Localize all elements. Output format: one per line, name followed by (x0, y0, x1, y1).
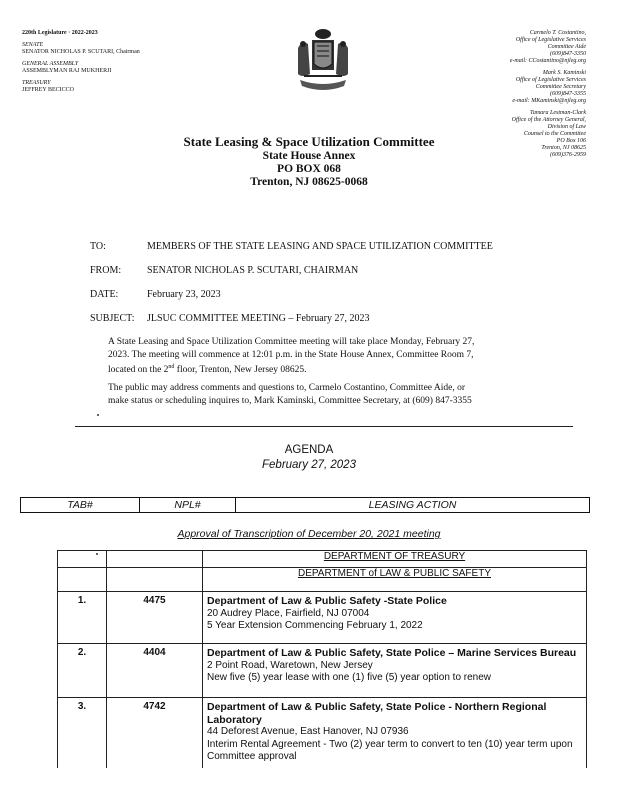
memo-to-label: TO: (90, 241, 106, 252)
agenda-heading: AGENDA (284, 444, 334, 456)
committee-secretary-contact (436, 70, 586, 105)
assembly-label: GENERAL ASSEMBLY (22, 61, 79, 67)
aide-title: Committee Aide (547, 44, 586, 50)
notice-line: A State Leasing and Space Utilization Committee meeting will take place Monday, February 27, (108, 337, 475, 347)
committee-title-block (0, 134, 618, 189)
item-detail: 5 Year Extension Commencing February 1, 2022 (207, 620, 423, 631)
scan-speck (97, 403, 99, 421)
item-action (203, 698, 587, 768)
assembly-member: ASSEMBLYMAN RAJ MUKHERJI (22, 68, 112, 74)
item-title: Department of Law & Public Safety -State Police (207, 595, 447, 607)
counsel-city: Trenton, NJ 08625 (541, 145, 586, 151)
column-npl: NPL# (140, 498, 236, 512)
aide-office: Office of Legislative Services (515, 37, 586, 43)
counsel-title: Counsel to the Committee (523, 131, 586, 137)
memo-subject-label: SUBJECT: (90, 313, 135, 324)
senate-label: SENATE (22, 42, 44, 48)
item-action (203, 644, 587, 698)
table-row (58, 568, 587, 592)
memo-date (90, 289, 221, 301)
legislature-header (22, 30, 222, 94)
item-npl: 4742 (107, 698, 203, 768)
memo-date-value: February 23, 2023 (147, 289, 221, 300)
committee-building: State House Annex (262, 150, 356, 162)
secretary-title: Committee Secretary (535, 84, 586, 90)
memo-subject-value: JLSUC COMMITTEE MEETING – February 27, 2023 (147, 313, 370, 324)
table-row (58, 551, 587, 568)
memo-to-value: MEMBERS OF THE STATE LEASING AND SPACE UTILIZATION COMMITTEE (147, 241, 493, 252)
public-comment-paragraph (108, 382, 548, 407)
dept-treasury-heading: DEPARTMENT OF TREASURY (203, 551, 587, 568)
agenda-column-header (20, 497, 590, 513)
committee-name: State Leasing & Space Utilization Committee (183, 134, 435, 149)
memo-from-value: SENATOR NICHOLAS P. SCUTARI, CHAIRMAN (147, 265, 359, 276)
memo-date-label: DATE: (90, 289, 119, 300)
counsel-office: Office of the Attorney General, (511, 117, 586, 123)
item-title: Department of Law & Public Safety, State Police - Northern Regional Laboratory (207, 701, 547, 726)
committee-aide-contact (436, 30, 586, 65)
item-address: 2 Point Road, Waretown, New Jersey (207, 659, 373, 671)
secretary-name: Mark S. Kaminski (542, 70, 586, 76)
leasing-actions-table (57, 550, 587, 768)
item-tab: 3. (58, 698, 107, 768)
treasury-label: TREASURY (22, 80, 51, 86)
treasury-member: JEFFREY BECICCO (22, 87, 74, 93)
aide-name: Carmelo T. Costantino, (529, 30, 586, 36)
committee-po-box: PO BOX 068 (277, 163, 341, 175)
notice-line: located on the 2nd floor, Trenton, New Jersey 08625. (108, 364, 307, 376)
counsel-name: Tamara Lestman-Clark (530, 110, 586, 116)
item-address: 44 Deforest Avenue, East Hanover, NJ 07936 (207, 726, 409, 737)
item-detail: Interim Rental Agreement - Two (2) year term to convert to ten (10) year term upon (207, 738, 573, 750)
section-divider (75, 426, 573, 427)
secretary-email: e-mail: MKaminski@njleg.org (512, 98, 586, 104)
memo-from (90, 265, 358, 277)
aide-email: e-mail: CCostantino@njleg.org (509, 58, 586, 64)
memo-from-label: FROM: (90, 265, 122, 276)
comment-line: The public may address comments and questions to, Carmelo Costantino, Committee Aide, or (108, 383, 465, 393)
dept-law-heading: DEPARTMENT of LAW & PUBLIC SAFETY (203, 568, 587, 592)
item-detail: Committee approval (207, 751, 297, 762)
comment-line: make status or scheduling inquires to, Mark Kaminski, Committee Secretary, at (609) 847-3355 (108, 395, 472, 406)
secretary-office: Office of Legislative Services (515, 77, 586, 83)
meeting-notice-paragraph (108, 336, 548, 377)
memo-to (90, 241, 493, 253)
item-tab: 2. (58, 644, 107, 698)
item-tab: 1. (58, 592, 107, 644)
committee-city: Trenton, NJ 08625-0068 (250, 176, 368, 188)
table-row (58, 698, 587, 768)
column-leasing-action: LEASING ACTION (368, 499, 457, 511)
column-tab: TAB# (21, 498, 140, 512)
item-title: Department of Law & Public Safety, State Police – Marine Services Bureau (207, 647, 577, 659)
notice-line: 2023. The meeting will commence at 12:01 p.m. in the State House Annex, Committee Room 7, (108, 349, 474, 360)
table-row (58, 644, 587, 698)
counsel-box: PO Box 106 (556, 138, 586, 144)
item-address: 20 Audrey Place, Fairfield, NJ 07004 (207, 607, 370, 619)
counsel-division: Division of Law (547, 124, 586, 130)
legislature-session: 220th Legislature · 2022-2023 (22, 30, 98, 36)
counsel-phone: (609)376-2959 (550, 152, 586, 158)
item-detail: New five (5) year lease with one (1) five (5) year option to renew (207, 672, 492, 683)
agenda-date: February 27, 2023 (262, 459, 356, 471)
item-action (203, 592, 587, 644)
state-seal-icon (292, 26, 354, 94)
secretary-phone: (609)847-3355 (550, 91, 586, 97)
item-npl: 4475 (107, 592, 203, 644)
senate-member: SENATOR NICHOLAS P. SCUTARI, Chairman (22, 49, 140, 55)
item-npl: 4404 (107, 644, 203, 698)
approval-item: Approval of Transcription of December 20, 2021 meeting (177, 528, 441, 540)
aide-phone: (609)847-3350 (550, 51, 586, 57)
table-row (58, 592, 587, 644)
memo-subject (90, 313, 369, 325)
